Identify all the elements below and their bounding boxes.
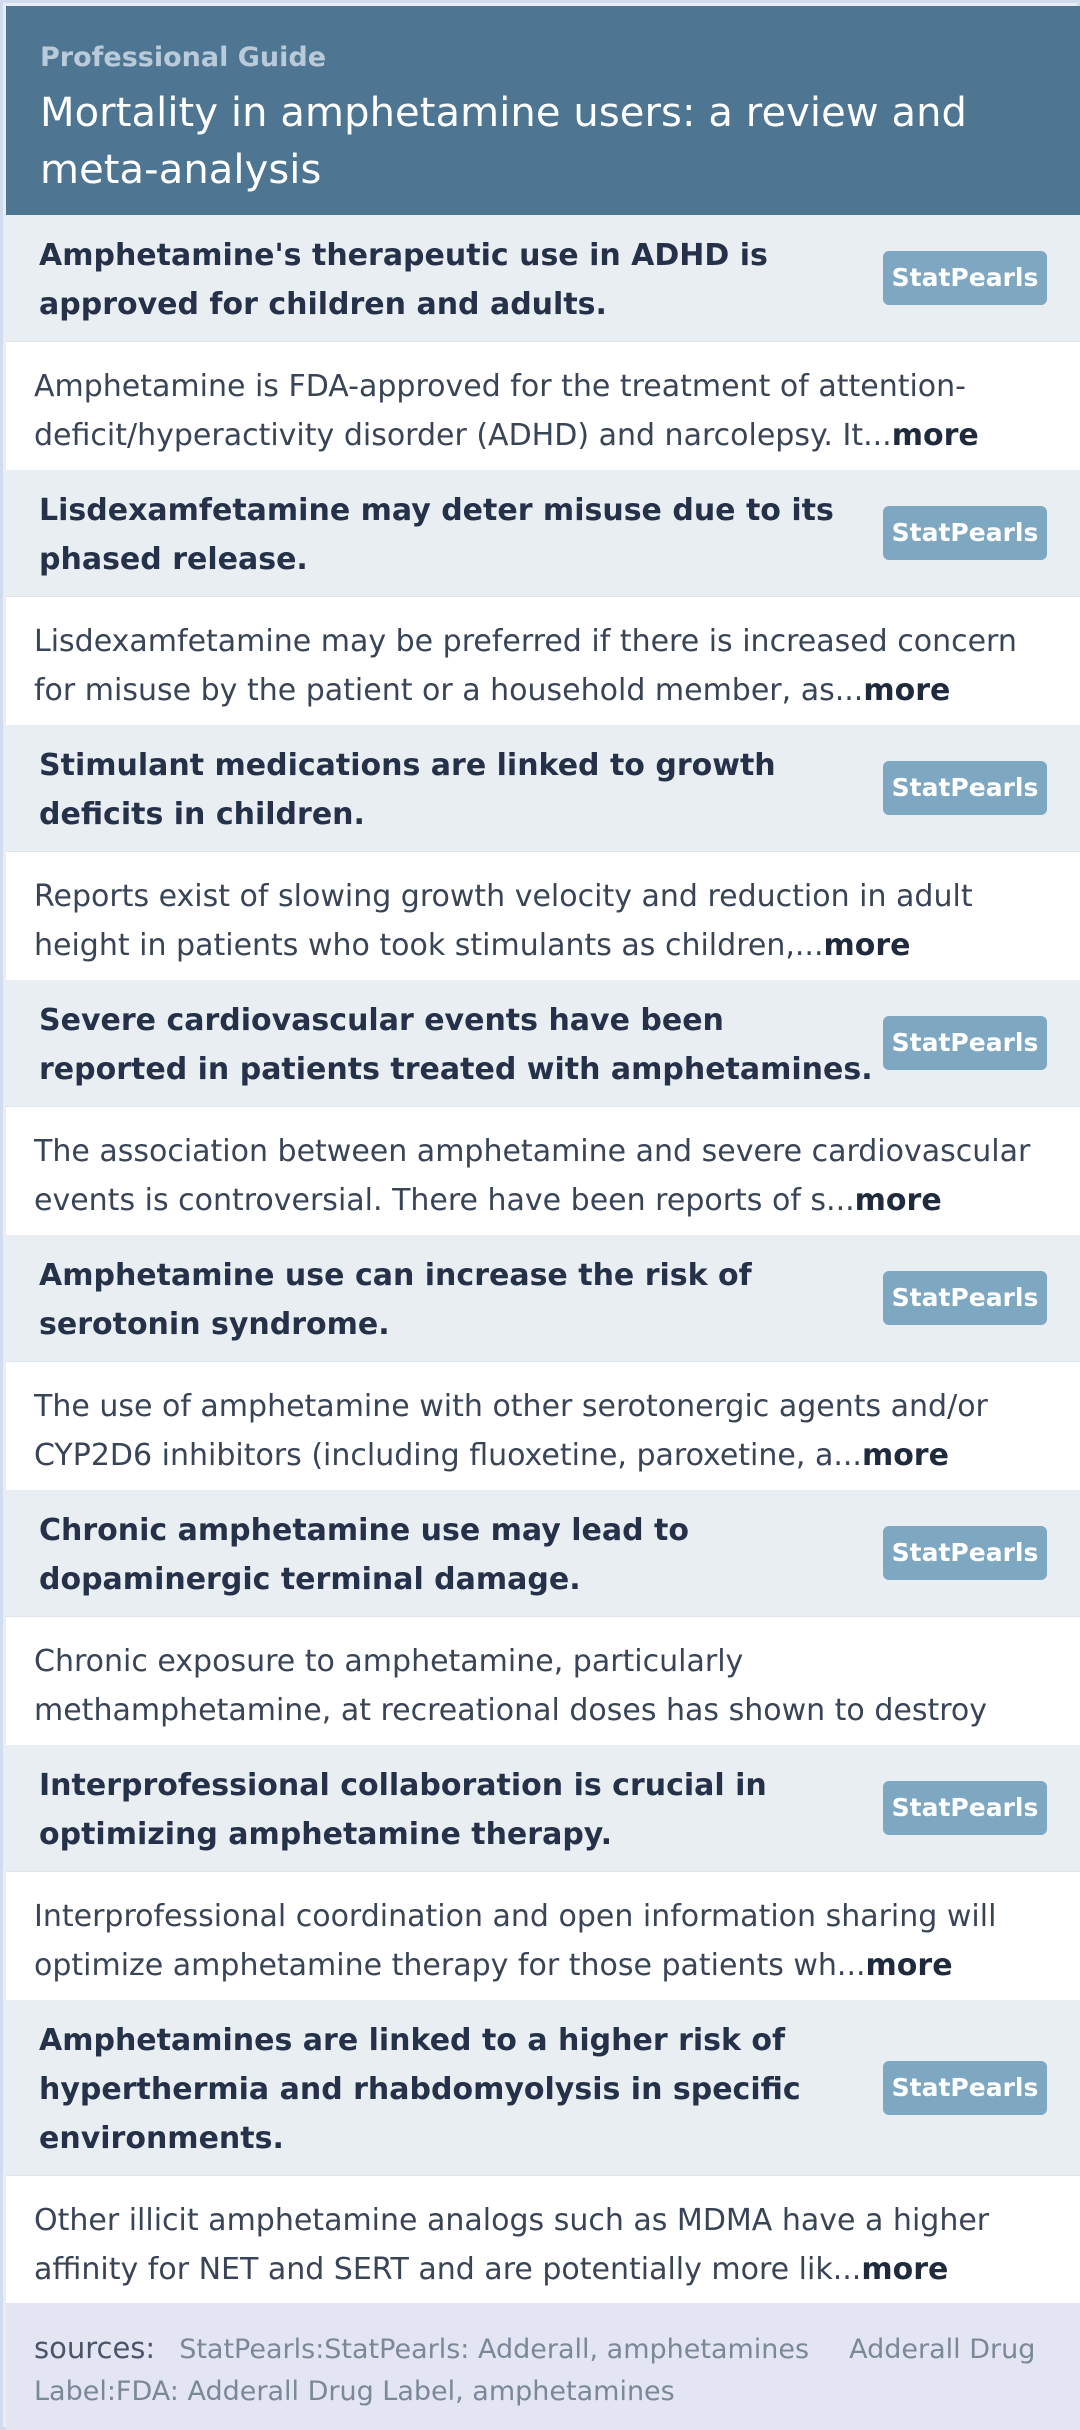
detail-row: [6, 342, 1080, 470]
source-badge[interactable]: StatPearls: [883, 1526, 1047, 1580]
source-badge[interactable]: StatPearls: [883, 761, 1047, 815]
claim-row: [6, 2000, 1080, 2176]
detail-text: Other illicit amphetamine analogs such as MDMA have a higher affinity for NET and SERT and are potentially more lik...: [34, 2203, 990, 2287]
claim-row: [6, 215, 1080, 342]
detail-row: [6, 1362, 1080, 1490]
claim-row: [6, 725, 1080, 852]
source-badge[interactable]: StatPearls: [883, 251, 1047, 305]
source-badge[interactable]: StatPearls: [883, 506, 1047, 560]
source-badge[interactable]: StatPearls: [883, 2061, 1047, 2115]
detail-text: The association between amphetamine and severe cardiovascular events is controversial. There have been reports of s...: [34, 1134, 1031, 1218]
more-link[interactable]: more: [861, 1438, 949, 1473]
claim-text: Amphetamines are linked to a higher risk of hyperthermia and rhabdomyolysis in specific environments.: [39, 2023, 801, 2156]
more-link[interactable]: more: [823, 928, 911, 963]
source-badge[interactable]: StatPearls: [883, 1016, 1047, 1070]
detail-row: [6, 1872, 1080, 2000]
claim-text: Lisdexamfetamine may deter misuse due to its phased release.: [39, 493, 834, 577]
source-badge[interactable]: StatPearls: [883, 1271, 1047, 1325]
guide-title: Mortality in amphetamine users: a review and meta-analysis: [40, 90, 968, 193]
more-link[interactable]: more: [854, 1183, 942, 1218]
claim-row: [6, 1745, 1080, 1872]
detail-text: Amphetamine is FDA-approved for the treatment of attention-deficit/hyperactivity disorder (ADHD) and narcolepsy. It...: [34, 369, 966, 453]
guide-kicker: Professional Guide: [40, 42, 327, 73]
claim-text: Severe cardiovascular events have been reported in patients treated with amphetamines.: [39, 1003, 873, 1087]
claim-row: [6, 980, 1080, 1107]
source-link[interactable]: Adderall Drug Label:FDA: Adderall Drug Label, amphetamines: [34, 2334, 1036, 2407]
detail-text: Chronic exposure to amphetamine, particularly methamphetamine, at recreational doses has shown to destroy: [34, 1644, 987, 1728]
detail-text: Lisdexamfetamine may be preferred if there is increased concern for misuse by the patient or a household member, as...: [34, 624, 1017, 708]
detail-row: [6, 2176, 1080, 2304]
claims-list: [6, 215, 1080, 2304]
detail-row: [6, 597, 1080, 725]
guide-header: [6, 6, 1080, 215]
detail-row: [6, 1107, 1080, 1235]
detail-text: The use of amphetamine with other serotonergic agents and/or CYP2D6 inhibitors (including fluoxetine, paroxetine, a...: [34, 1389, 988, 1473]
source-badge[interactable]: StatPearls: [883, 1781, 1047, 1835]
claim-text: Amphetamine use can increase the risk of serotonin syndrome.: [39, 1258, 752, 1342]
claim-text: Stimulant medications are linked to growth deficits in children.: [39, 748, 776, 832]
detail-row: [6, 852, 1080, 980]
claim-row: [6, 1235, 1080, 1362]
sources-label: sources:: [34, 2331, 156, 2365]
sources-footer: [6, 2303, 1080, 2430]
claim-row: [6, 1490, 1080, 1617]
detail-text: Reports exist of slowing growth velocity and reduction in adult height in patients who took stimulants as children,...: [34, 879, 973, 963]
more-link[interactable]: more: [891, 418, 979, 453]
detail-row: [6, 1617, 1080, 1745]
claim-text: Amphetamine's therapeutic use in ADHD is approved for children and adults.: [39, 238, 768, 322]
claim-text: Chronic amphetamine use may lead to dopaminergic terminal damage.: [39, 1513, 689, 1597]
claim-text: Interprofessional collaboration is crucial in optimizing amphetamine therapy.: [39, 1768, 767, 1852]
more-link[interactable]: more: [863, 673, 951, 708]
more-link[interactable]: more: [865, 1948, 953, 1983]
claim-row: [6, 470, 1080, 597]
source-link[interactable]: StatPearls:StatPearls: Adderall, amphetamines: [179, 2334, 810, 2365]
detail-text: Interprofessional coordination and open information sharing will optimize amphetamine therapy for those patients wh...: [34, 1899, 997, 1983]
more-link[interactable]: more: [861, 2252, 949, 2287]
